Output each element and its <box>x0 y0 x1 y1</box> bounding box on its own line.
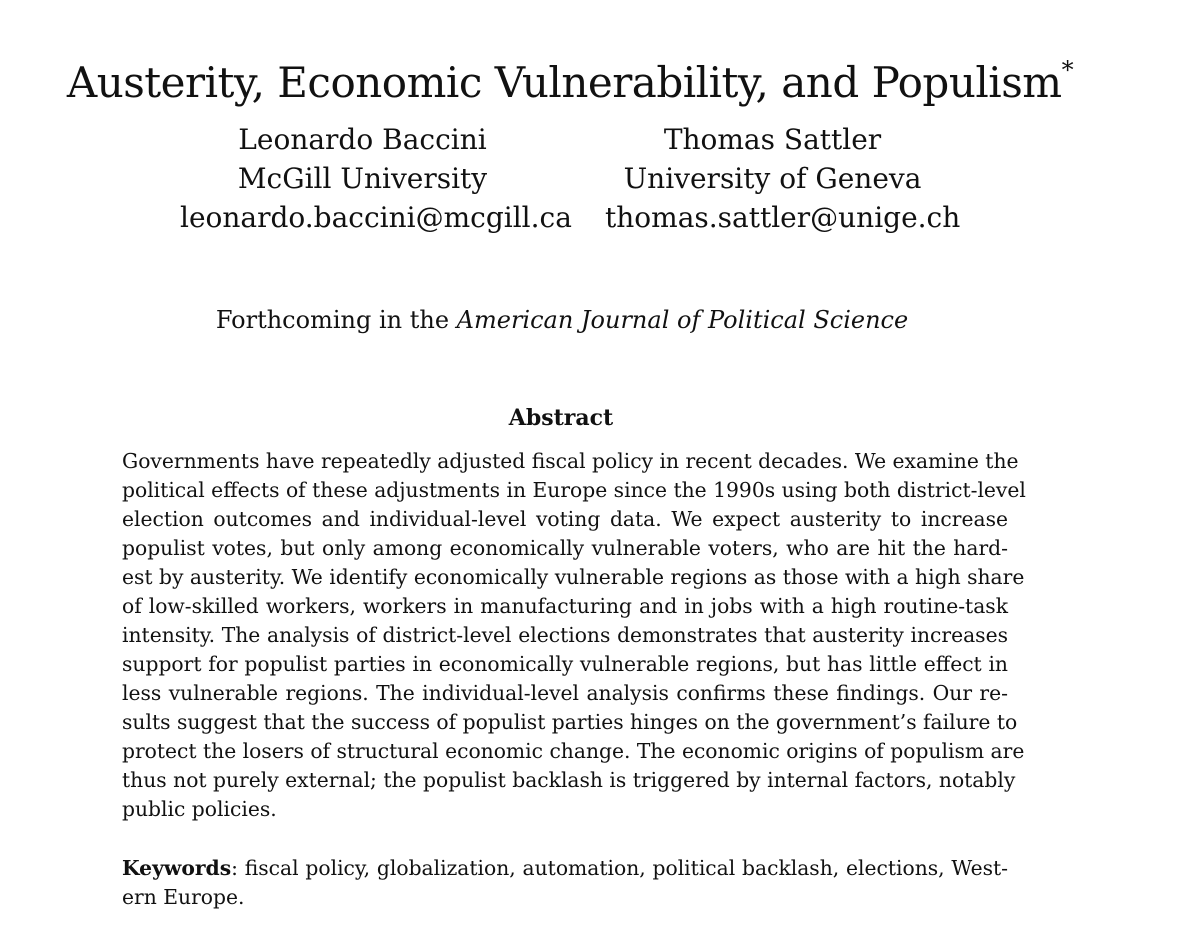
author-email: thomas.sattler@unige.ch <box>605 201 961 234</box>
abstract-line: populist votes, but only among economically vulnerable voters, who are hit the hard- <box>122 536 1008 560</box>
abstract-line: of low-skilled workers, workers in manufacturing and in jobs with a high routine-task <box>122 594 1008 618</box>
abstract-line: sults suggest that the success of populist parties hinges on the government’s failure to <box>122 710 1018 734</box>
paper-title <box>0 58 1140 107</box>
abstract-line: less vulnerable regions. The individual-level analysis confirms these findings. Our re- <box>122 681 1008 705</box>
abstract-body <box>122 447 1026 824</box>
abstract-line: est by austerity. We identify economically vulnerable regions as those with a high share <box>122 565 1025 589</box>
abstract-line: public policies. <box>122 797 277 821</box>
author-email: leonardo.baccini@mcgill.ca <box>180 201 572 234</box>
author-name: Leonardo Baccini <box>238 123 487 156</box>
abstract-line: political effects of these adjustments in Europe since the 1990s using both district-level <box>122 478 1026 502</box>
keywords-line <box>122 854 1008 883</box>
abstract-line: Governments have repeatedly adjusted fiscal policy in recent decades. We examine the <box>122 449 1019 473</box>
author-affiliation: University of Geneva <box>623 162 922 195</box>
journal-name: American Journal of Political Science <box>456 306 909 334</box>
abstract-line: support for populist parties in economically vulnerable regions, but has little effect in <box>122 652 1008 676</box>
forthcoming-prefix: Forthcoming in the <box>215 306 450 334</box>
abstract-line: protect the losers of structural economic change. The economic origins of populism are <box>122 739 1025 763</box>
publication-note <box>0 306 1124 334</box>
keywords-label: Keywords <box>122 856 232 880</box>
abstract-line: election outcomes and individual-level voting data. We expect austerity to increase <box>122 507 1008 531</box>
author-affiliation: McGill University <box>237 162 488 195</box>
keywords-line: ern Europe. <box>122 885 245 909</box>
paper-title-text: Austerity, Economic Vulnerability, and Populism <box>66 58 1062 108</box>
author-block-2 <box>605 120 961 237</box>
keywords <box>122 854 1008 912</box>
keywords-text: : fiscal policy, globalization, automation, political backlash, elections, West- <box>231 856 1008 880</box>
abstract-line: intensity. The analysis of district-level elections demonstrates that austerity increases <box>122 623 1008 647</box>
abstract-line: thus not purely external; the populist backlash is triggered by internal factors, notably <box>122 768 1016 792</box>
author-block-1 <box>180 120 572 237</box>
abstract-heading: Abstract <box>508 405 614 431</box>
author-name: Thomas Sattler <box>663 123 882 156</box>
title-footnote-mark[interactable]: * <box>1061 56 1074 85</box>
